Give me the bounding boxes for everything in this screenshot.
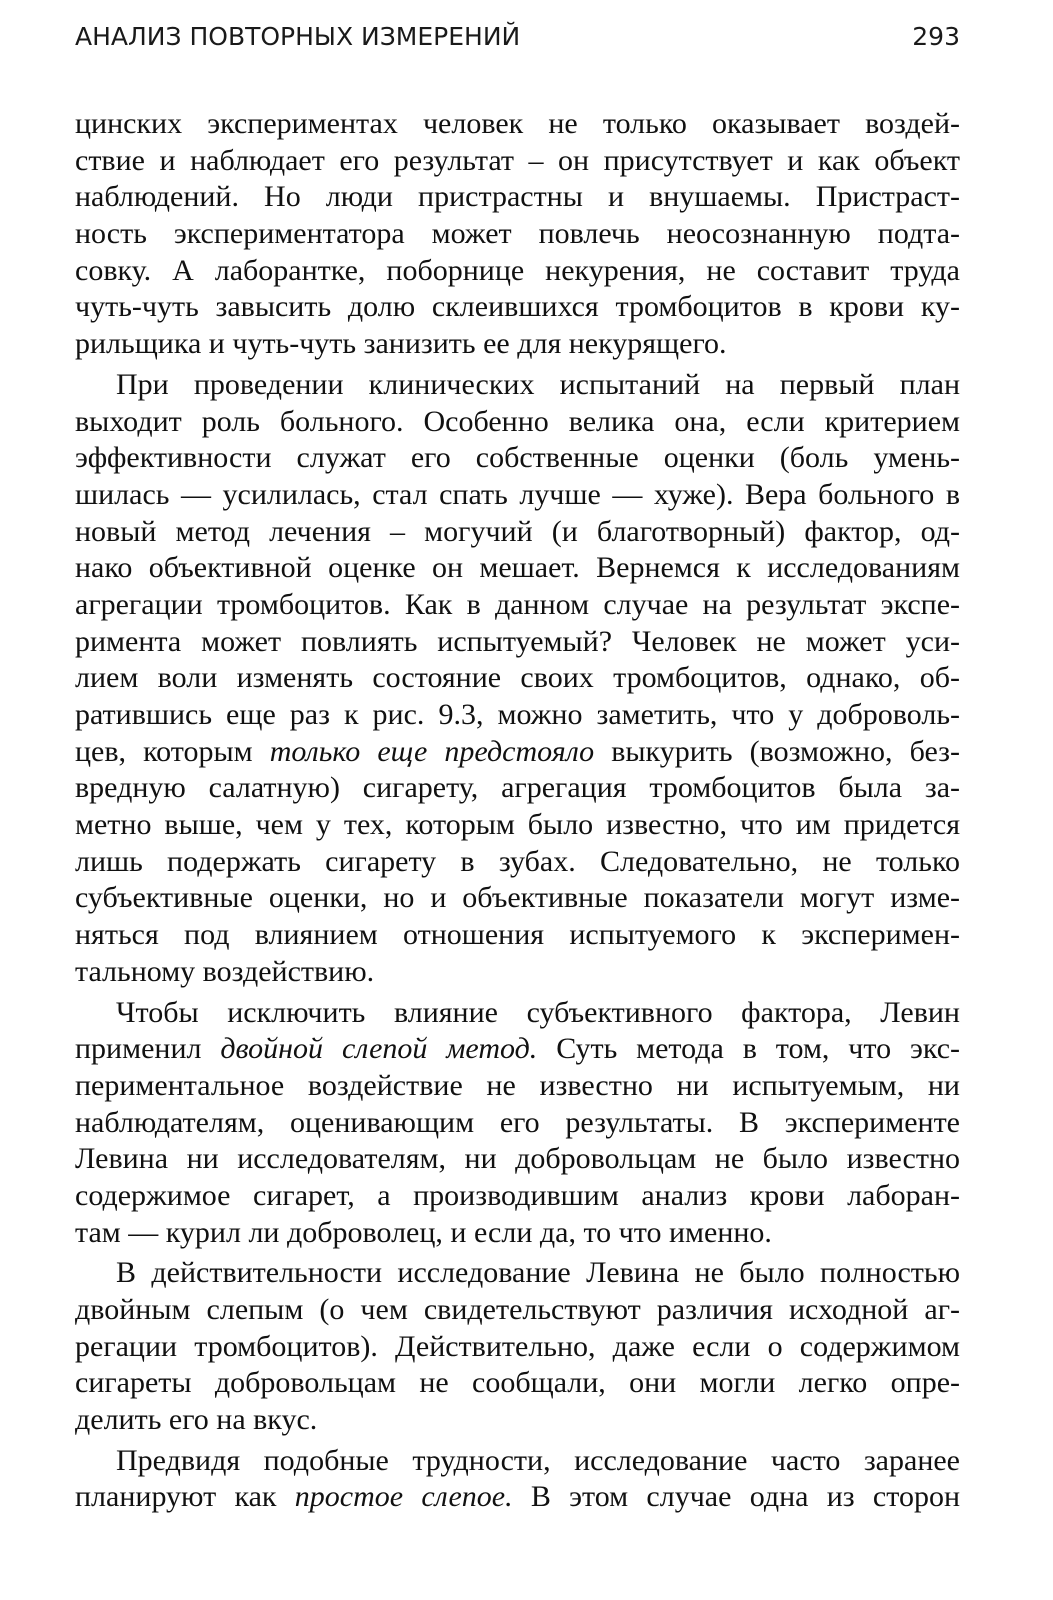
text-line: шилась — усилилась, стал спать лучше — хуже). Вера больного в [75, 477, 960, 511]
text-line: новый метод лечения – могучий (и благотворный) фактор, од- [75, 514, 960, 548]
running-title: АНАЛИЗ ПОВТОРНЫХ ИЗМЕРЕНИЙ [75, 22, 521, 51]
text-line: ратившись еще раз к рис. 9.3, можно заметить, что у доброволь- [75, 698, 960, 731]
text-run: цев, которым [75, 734, 270, 768]
text-run: применил [75, 1032, 221, 1066]
text-line: При проведении клинических испытаний на первый план [116, 367, 960, 401]
body-text [75, 106, 960, 1520]
text-run: Суть метода в том, что экс- [537, 1032, 961, 1066]
running-head [75, 22, 960, 58]
paragraph-4 [75, 1255, 960, 1438]
text-line: делить его на вкус. [75, 1403, 318, 1437]
text-line: выходит роль больного. Особенно велика она, если критерием [75, 404, 960, 438]
text-line: метно выше, чем у тех, которым было известно, что им придется [75, 808, 960, 842]
text-line: нако объективной оценке он мешает. Вернемся к исследованиям [75, 551, 960, 585]
text-line: наблюдателям, оценивающим его результаты. В эксперименте [75, 1105, 960, 1139]
text-line: лием воли изменять состояние своих тромбоцитов, однако, об- [75, 661, 960, 695]
text-line: рильщика и чуть-чуть занизить ее для некурящего. [75, 327, 727, 361]
text-line: Предвидя подобные трудности, исследование часто заранее [116, 1443, 960, 1477]
page-number: 293 [912, 22, 960, 51]
italic-run: простое слепое. [294, 1480, 513, 1514]
text-line: римента может повлиять испытуемый? Человек не может уси- [75, 624, 960, 658]
paragraph-2 [75, 367, 960, 991]
text-line: чуть-чуть завысить долю склеившихся тромбоцитов в крови ку- [75, 290, 960, 324]
text-line: лишь подержать сигарету в зубах. Следовательно, не только [75, 844, 960, 878]
text-run: В этом случае одна из сторон [512, 1480, 960, 1514]
text-run: выкурить (возможно, без- [594, 734, 960, 768]
text-line: наблюдений. Но люди пристрастны и внушаемы. Пристраст- [75, 180, 960, 214]
text-line: эффективности служат его собственные оценки (боль умень- [75, 441, 960, 475]
text-line: двойным слепым (о чем свидетельствуют различия исходной аг- [75, 1293, 960, 1326]
text-line: периментальное воздействие не известно ни испытуемым, ни [75, 1068, 960, 1102]
text-line: Чтобы исключить влияние субъективного фактора, Левин [116, 995, 960, 1029]
text-line: агрегации тромбоцитов. Как в данном случае на результат экспе- [75, 587, 960, 621]
text-line: ность экспериментатора может повлечь неосознанную подта- [75, 217, 960, 251]
text-line-with-italic [75, 1031, 960, 1068]
paragraph-5 [75, 1443, 960, 1516]
italic-run: двойной слепой метод. [220, 1032, 538, 1066]
text-line: субъективные оценки, но и объективные показатели могут изме- [75, 881, 960, 915]
text-line: цинских экспериментах человек не только оказывает воздей- [75, 107, 960, 140]
text-line: В действительности исследование Левина не было полностью [116, 1256, 960, 1290]
text-line: Левина ни исследователям, ни добровольцам не было известно [75, 1142, 960, 1176]
text-line: ствие и наблюдает его результат – он присутствует и как объект [75, 143, 960, 177]
italic-run: только еще предстояло [269, 734, 595, 768]
text-run: планируют как [75, 1480, 295, 1514]
text-line: няться под влиянием отношения испытуемого к эксперимен- [75, 918, 960, 952]
text-line-with-italic [75, 1479, 960, 1516]
text-line: содержимое сигарет, а производившим анализ крови лаборан- [75, 1178, 960, 1212]
text-line: там — курил ли доброволец, и если да, то что именно. [75, 1215, 772, 1249]
text-line: регации тромбоцитов). Действительно, даже если о содержимом [75, 1329, 960, 1363]
text-line: тальному воздействию. [75, 954, 375, 988]
paragraph-3 [75, 995, 960, 1252]
text-line: сигареты добровольцам не сообщали, они могли легко опре- [75, 1366, 960, 1400]
text-line: вредную салатную) сигарету, агрегация тромбоцитов была за- [75, 771, 960, 805]
paragraph-1 [75, 106, 960, 363]
text-line-with-italic [75, 734, 960, 771]
text-line: совку. А лаборантке, поборнице некурения, не составит труда [75, 253, 960, 287]
